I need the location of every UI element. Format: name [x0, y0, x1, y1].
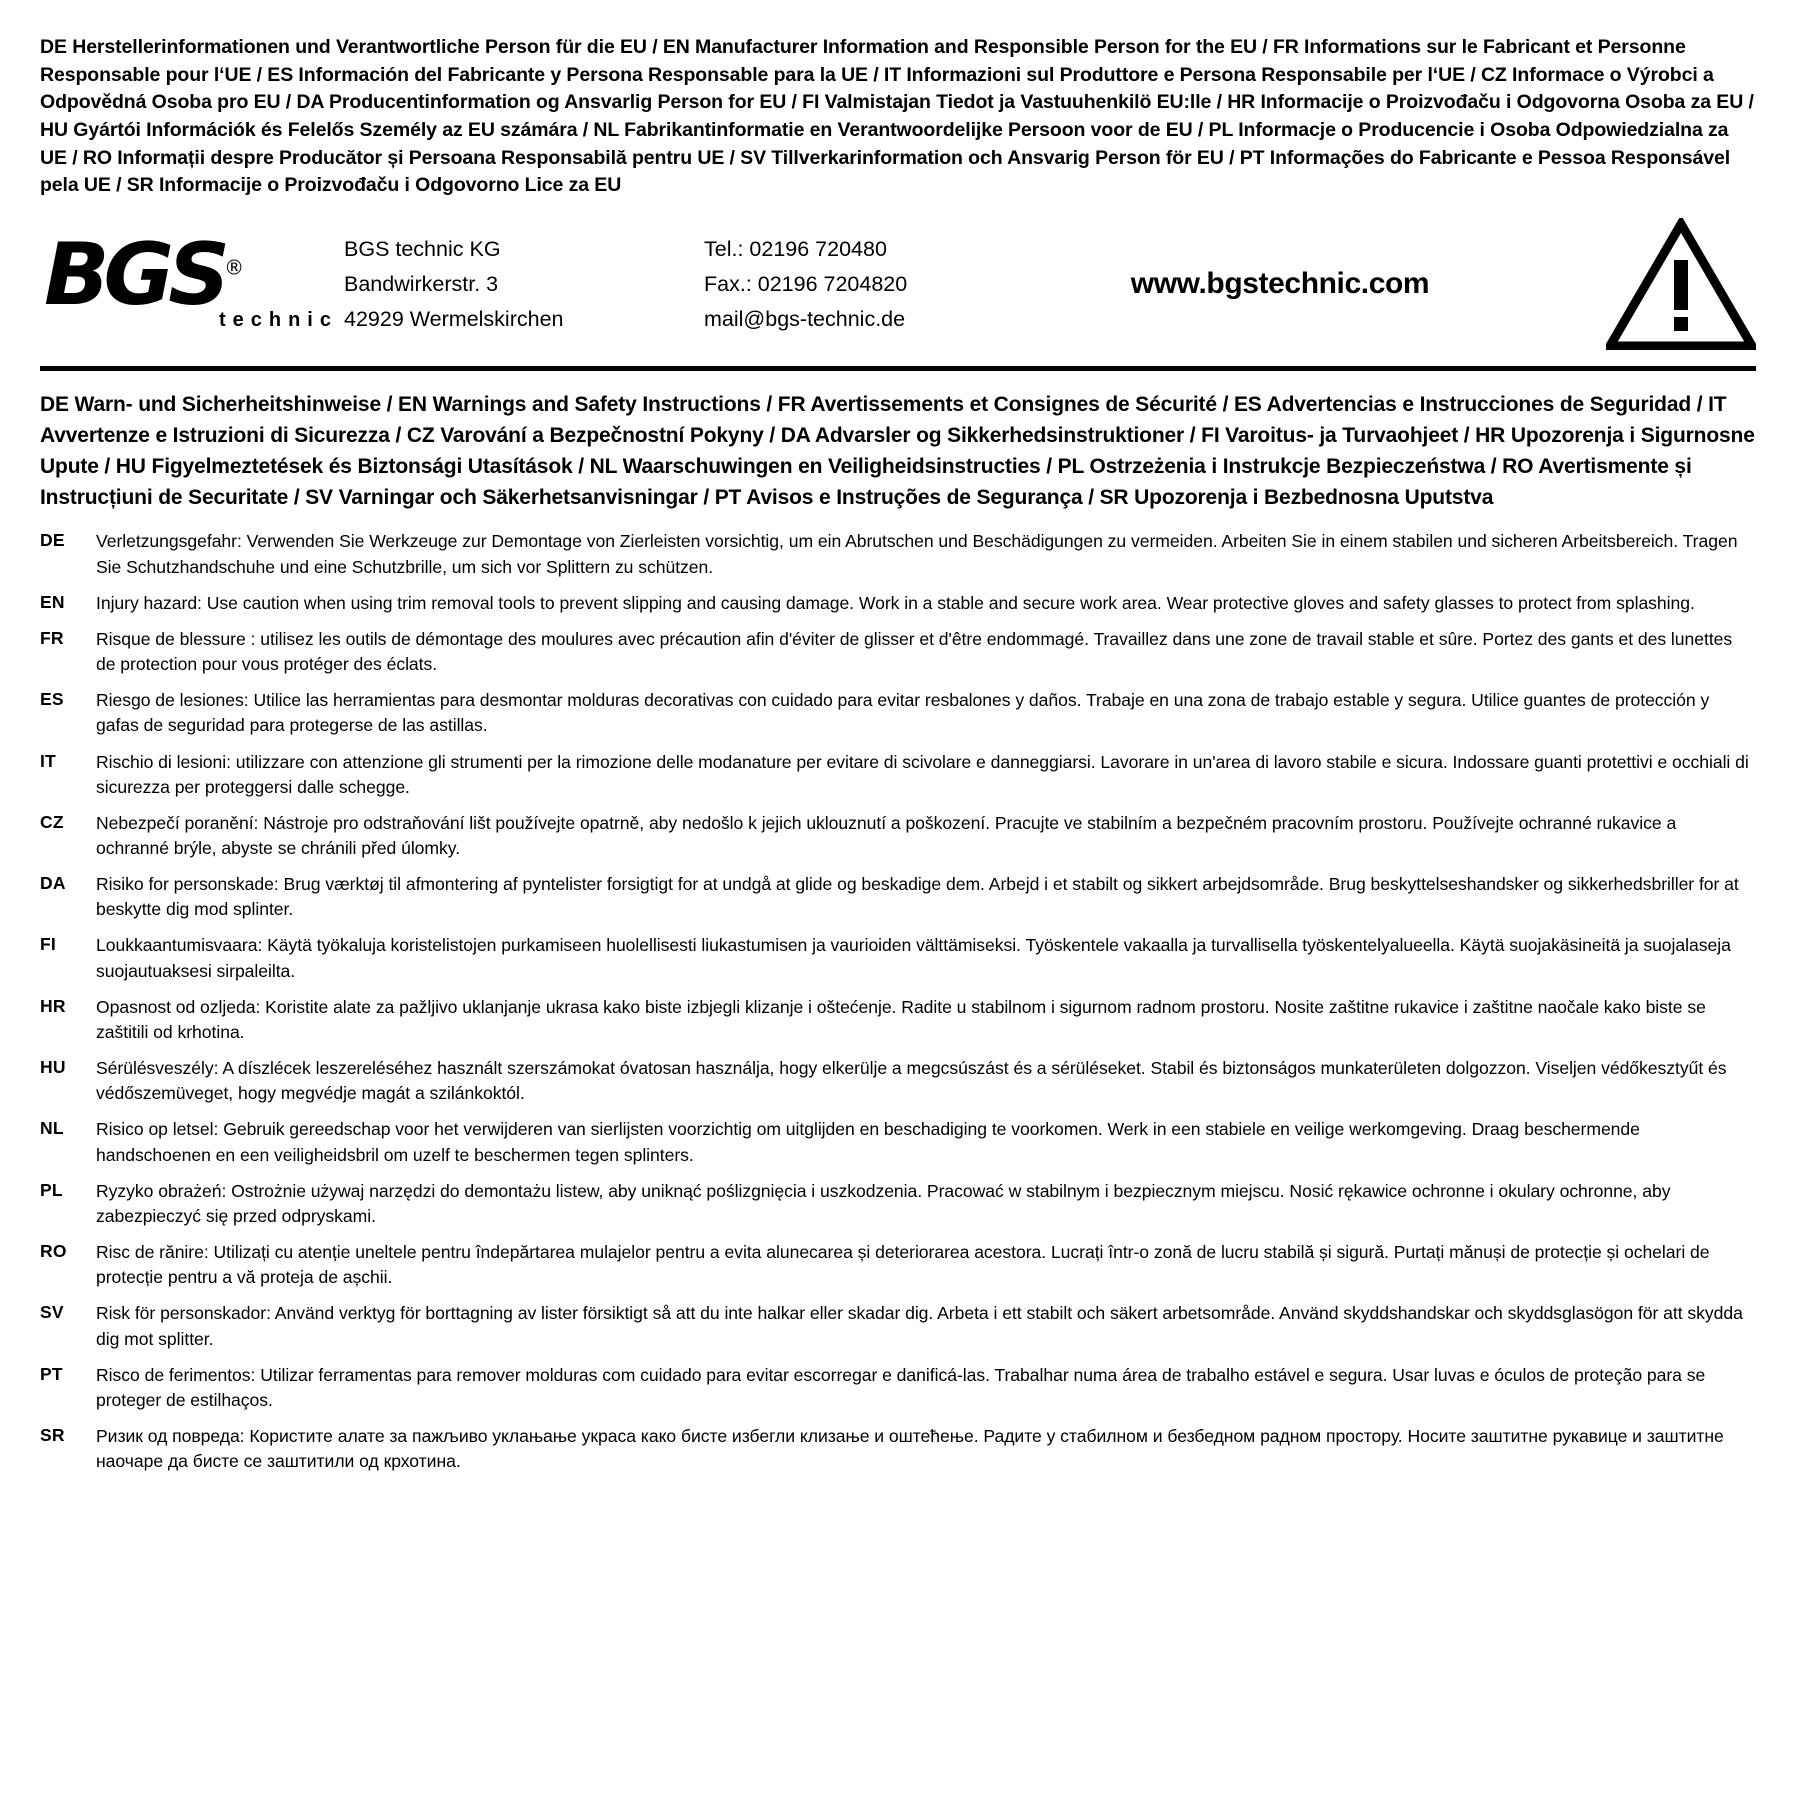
warning-row-es	[40, 688, 1756, 738]
language-code: DE	[40, 530, 65, 551]
warning-row-hr	[40, 995, 1756, 1045]
warning-row-pl	[40, 1179, 1756, 1229]
warning-text: Risiko for personskade: Brug værktøj til afmontering af pyntelister forsigtigt for at undgå at glide og beskadige dem. Arbejd i et stabilt og sikkert arbejdsområde. Brug beskyttelseshandsker og sikkerhedsbriller for at beskytte dig mod splinter.	[96, 874, 1739, 920]
warning-text: Ryzyko obrażeń: Ostrożnie używaj narzędzi do demontażu listew, aby uniknąć poślizgnięcia i uszkodzenia. Pracować w stabilnym i bezpiecznym miejscu. Nosić rękawice ochronne i okulary ochronne, aby zabezpieczyć się przed odpryskami.	[96, 1180, 1671, 1226]
company-name: BGS technic KG	[344, 236, 501, 261]
warning-text: Riesgo de lesiones: Utilice las herramientas para desmontar molduras decorativas con cuidado para evitar resbalones y daños. Trabaje en una zona de trabajo estable y segura. Utilice guantes de protección y gafas de seguridad para protegerse de las astillas.	[96, 690, 1710, 736]
language-code: ES	[40, 689, 64, 710]
warning-text: Risco de ferimentos: Utilizar ferramentas para remover molduras com cuidado para evitar escorregar e danificá-las. Trabalhar numa área de trabalho estável e segura. Usar luvas e óculos de proteção para se proteger de estilhaços.	[96, 1364, 1706, 1410]
warning-text: Rischio di lesioni: utilizzare con attenzione gli strumenti per la rimozione delle modanature per evitare di scivolare e danneggiarsi. Lavorare in un'area di lavoro stabile e sicura. Indossare guanti protettivi e occhiali di sicurezza per proteggersi dalle schegge.	[96, 751, 1749, 797]
language-code: FR	[40, 627, 64, 648]
warning-text: Ризик од повреда: Користите алате за пажљиво уклањање украса како бисте избегли клизање и оштећење. Радите у стабилном и безбедном радном простору. Носите заштитне рукавице и заштитне наочаре да бисте се заштитили од крхотина.	[96, 1425, 1724, 1472]
language-code: RO	[40, 1241, 67, 1262]
warning-row-fi	[40, 933, 1756, 983]
language-code: PL	[40, 1179, 63, 1200]
warning-text: Sérülésveszély: A díszlécek leszereléséhez használt szerszámokat óvatosan használja, hogy elkerülje a megcsúszást és a sérüléseket. Stabil és biztonságos munkaterületen dolgozzon. Viseljen védőkesztyűt és védőszemüveget, hogy megvédje magát a szilánkoktól.	[96, 1058, 1727, 1104]
company-city: 42929 Wermelskirchen	[344, 306, 564, 331]
company-website[interactable]: www.bgstechnic.com	[1130, 267, 1430, 301]
company-address	[344, 232, 704, 336]
warning-row-pt	[40, 1363, 1756, 1413]
warning-text: Risque de blessure : utilisez les outils de démontage des moulures avec précaution afin d'éviter de glisser et d'être endommagé. Travaillez dans une zone de travail stable et sûre. Portez des gants et des lunettes de protection pour vous protéger des éclats.	[96, 628, 1733, 675]
warning-row-sv	[40, 1301, 1756, 1351]
company-telephone: Tel.: 02196 720480	[704, 236, 887, 261]
language-code: DA	[40, 873, 66, 894]
warning-row-hu	[40, 1056, 1756, 1106]
warning-text: Risc de rănire: Utilizați cu atenție uneltele pentru îndepărtarea mulajelor pentru a evita alunecarea și deteriorarea acestora. Lucrați într-o zonă de lucru stabilă și sigură. Purtați mănuși de protecție și ochelari de protecție pentru a vă proteja de așchii.	[96, 1242, 1710, 1288]
language-code: SR	[40, 1424, 65, 1445]
bgs-logo	[40, 225, 344, 332]
company-fax: Fax.: 02196 7204820	[704, 271, 908, 296]
warning-row-de	[40, 529, 1756, 579]
warning-row-fr	[40, 627, 1756, 677]
language-code: EN	[40, 591, 65, 612]
warning-row-cz	[40, 811, 1756, 861]
warning-text: Risk för personskador: Använd verktyg för borttagning av lister försiktigt så att du inte halkar eller skadar dig. Arbeta i ett stabilt och säkert arbetsområde. Använd skyddshandskar och skyddsglasögon för att skydda dig mot splitter.	[96, 1303, 1743, 1349]
language-code: CZ	[40, 811, 64, 832]
company-email[interactable]: mail@bgs-technic.de	[704, 306, 906, 331]
warning-text: Nebezpečí poranění: Nástroje pro odstraňování lišt používejte opatrně, aby nedošlo k jejich uklouznutí a poškození. Pracujte ve stabilním a bezpečném pracovním prostoru. Používejte ochranné rukavice a ochranné brýle, abyste se chránili před úlomky.	[96, 812, 1677, 858]
company-header-band	[40, 214, 1756, 371]
warning-text: Opasnost od ozljeda: Koristite alate za pažljivo uklanjanje ukrasa kako biste izbjegli klizanje i oštećenje. Radite u stabilnom i sigurnom radnom prostoru. Nosite zaštitne rukavice i zaštitne naočale kako biste se zaštitili od krhotina.	[96, 996, 1706, 1042]
bgs-logo-text: BGS	[44, 225, 225, 326]
warning-language-list	[40, 529, 1756, 1474]
warning-row-sr	[40, 1424, 1756, 1474]
warning-text: Injury hazard: Use caution when using trim removal tools to prevent slipping and causing damage. Work in a stable and secure work area. Wear protective gloves and safety glasses to protect from splashing.	[96, 592, 1695, 613]
language-code: FI	[40, 934, 56, 955]
language-code: IT	[40, 750, 56, 771]
warning-triangle-icon	[1596, 218, 1756, 350]
warning-text: Risico op letsel: Gebruik gereedschap voor het verwijderen van sierlijsten voorzichtig om uitglijden en beschadiging te voorkomen. Werk in een stabiele en veilige werkomgeving. Draag beschermende handschoenen en een veiligheidsbril om uzelf te beschermen tegen splinters.	[96, 1119, 1640, 1165]
manufacturer-information-heading: DE Herstellerinformationen und Verantwortliche Person für die EU / EN Manufacturer Information and Responsible Person for the EU / FR Informations sur le Fabricant et Personne Responsable pour l‘UE / ES Información del Fabricante y Persona Responsable para la UE / IT Informazioni sul Produttore e Persona Responsabile per l‘UE / CZ Informace o Výrobci a Odpovědná Osoba pro EU / DA Producentinformation og Ansvarlig Person for EU / FI Valmistajan Tiedot ja Vastuuhenkilö EU:lle / HR Informacije o Proizvođaču i Odgovorna Osoba za EU / HU Gyártói Információk és Felelős Személy az EU számára / NL Fabrikantinformatie en Verantwoordelijke Persoon voor de EU / PL Informacje o Producencie i Osoba Odpowiedzialna za UE / RO Informații despre Producător și Persoana Responsabilă pentru UE / SV Tillverkarinformation och Ansvarig Person för EU / PT Informações do Fabricante e Pessoa Responsável pela UE / SR Informacije o Proizvođaču i Odgovorno Lice za EU	[40, 36, 1754, 197]
warning-text: Loukkaantumisvaara: Käytä työkaluja koristelistojen purkamiseen huolellisesti liukastumisen ja vaurioiden välttämiseksi. Työskentele vakaalla ja turvallisella työskentelyalueella. Käytä suojakäsineitä ja suojalaseja suojautuaksesi sirpaleilta.	[96, 935, 1731, 981]
warning-row-ro	[40, 1240, 1756, 1290]
warnings-safety-heading: DE Warn- und Sicherheitshinweise / EN Warnings and Safety Instructions / FR Avertissements et Consignes de Sécurité / ES Advertencias e Instrucciones de Seguridad / IT Avvertenze e Istruzioni di Sicurezza / CZ Varování a Bezpečnostní Pokyny / DA Advarsler og Sikkerhedsinstruktioner / FI Varoitus- ja Turvaohjeet / HR Upozorenja i Sigurnosne Upute / HU Figyelmeztetések és Biztonsági Utasítások / NL Waarschuwingen en Veiligheidsinstructies / PL Ostrzeżenia i Instrukcje Bezpieczeństwa / RO Avertismente și Instrucțiuni de Securitate / SV Varningar och Säkerhetsanvisningar / PT Avisos e Instruções de Segurança / SR Upozorenja i Bezbednosna Uputstva	[40, 393, 1755, 510]
registered-trademark-icon: ®	[224, 255, 245, 280]
language-code: HR	[40, 995, 66, 1016]
warning-text: Verletzungsgefahr: Verwenden Sie Werkzeuge zur Demontage von Zierleisten vorsichtig, um ein Abrutschen und Beschädigungen zu vermeiden. Arbeiten Sie in einem stabilen und sicheren Arbeitsbereich. Tragen Sie Schutzhandschuhe und eine Schutzbrille, um sich vor Splittern zu schützen.	[96, 531, 1738, 577]
bgs-logo-subtext: technic	[218, 309, 338, 332]
warning-row-it	[40, 750, 1756, 800]
warning-row-en	[40, 591, 1756, 616]
language-code: PT	[40, 1363, 63, 1384]
warning-row-da	[40, 872, 1756, 922]
language-code: HU	[40, 1057, 66, 1078]
company-street: Bandwirkerstr. 3	[344, 271, 499, 296]
warning-row-nl	[40, 1117, 1756, 1167]
language-code: SV	[40, 1302, 64, 1323]
language-code: NL	[40, 1118, 64, 1139]
company-contact	[704, 232, 994, 336]
